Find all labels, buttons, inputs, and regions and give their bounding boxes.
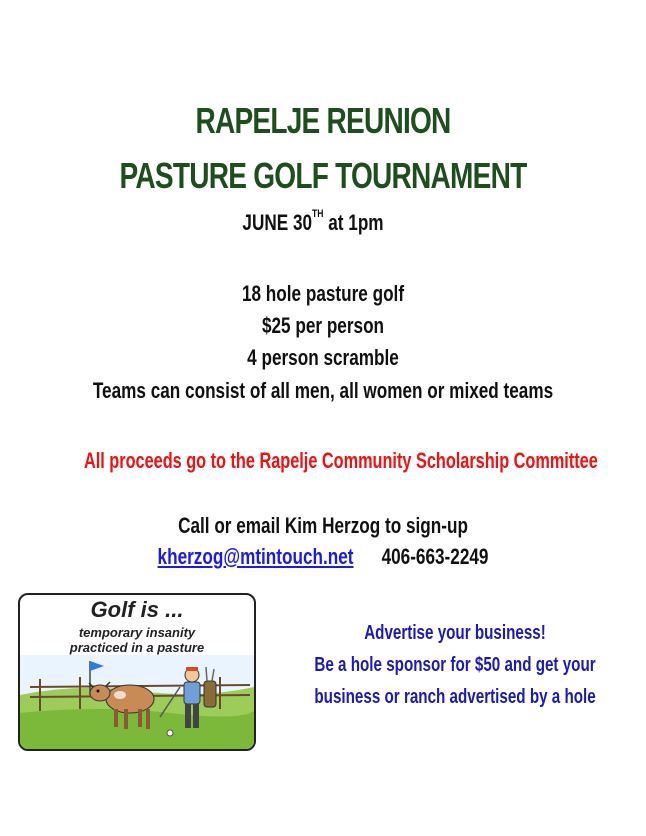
event-title-line-1: RAPELJE REUNION (195, 100, 451, 141)
proceeds-notice: All proceeds go to the Rapelje Community Scholarship Committee (83, 448, 598, 473)
detail-holes: 18 hole pasture golf (241, 281, 405, 306)
cartoon-caption-line-3: practiced in a pasture (69, 640, 205, 655)
detail-teams: Teams can consist of all men, all women or mixed teams (92, 378, 554, 403)
date-suffix: at 1pm (323, 210, 384, 235)
detail-price: $25 per person (261, 313, 385, 338)
date-prefix: JUNE 30 (242, 210, 313, 235)
detail-format: 4 person scramble (247, 345, 399, 370)
sponsor-line-2: Be a hole sponsor for $50 and get your (314, 654, 596, 676)
event-date (61, 210, 565, 236)
cartoon-caption-line-2: temporary insanity (78, 625, 196, 640)
sponsor-headline: Advertise your business! (364, 622, 546, 644)
email-link[interactable]: kherzog@mtintouch.net (157, 544, 354, 569)
contact-line (71, 544, 575, 570)
pasture-scene-illustration (20, 655, 254, 749)
sponsor-line-3: business or ranch advertised by a hole (314, 686, 596, 708)
date-superscript: TH (312, 208, 324, 220)
golf-ball-icon (167, 730, 173, 736)
event-title-line-2: PASTURE GOLF TOURNAMENT (119, 155, 527, 196)
golf-cartoon-image (18, 593, 256, 751)
signup-instructions: Call or email Kim Herzog to sign-up (178, 513, 468, 538)
cartoon-caption-main: Golf is ... (90, 597, 184, 622)
phone-number: 406-663-2249 (381, 544, 489, 569)
